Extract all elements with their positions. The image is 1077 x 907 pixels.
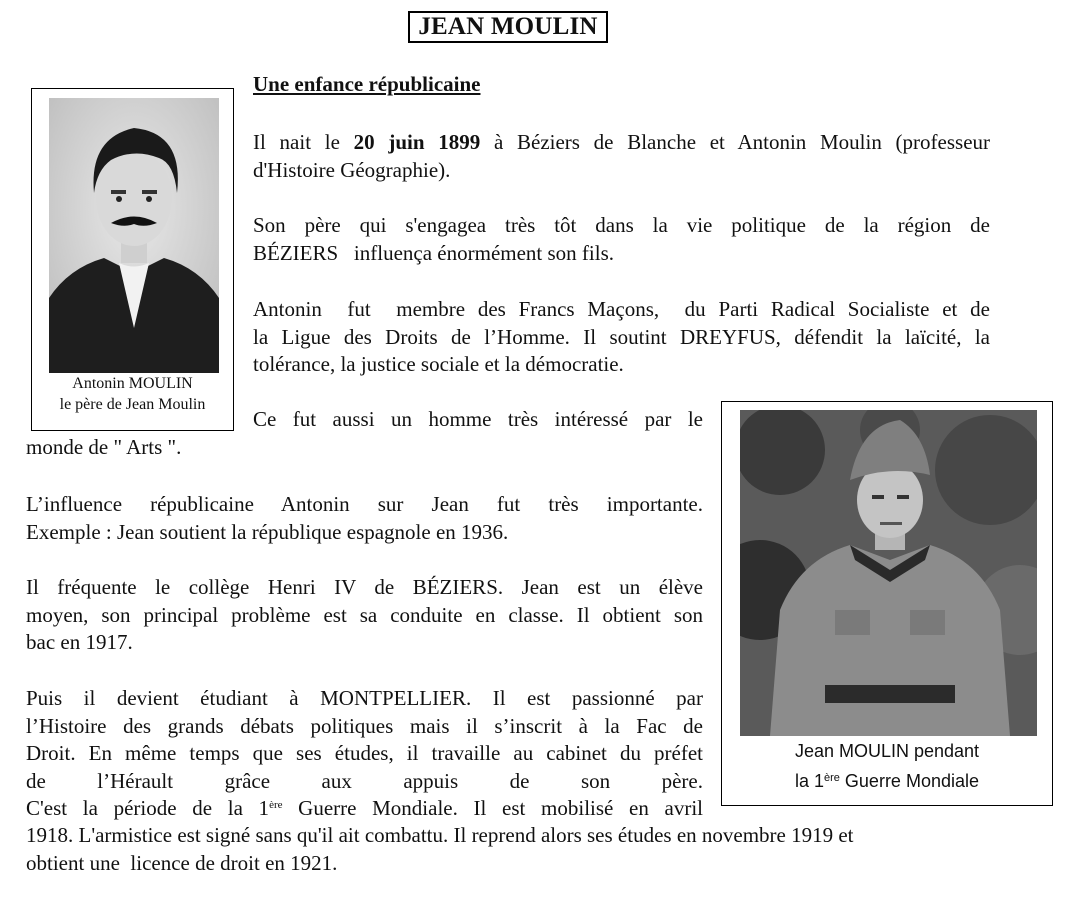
paragraph-birth: [253, 129, 990, 184]
jean-caption-line2: la 1ère Guerre Mondiale: [794, 771, 979, 791]
paragraph-line: bac en 1917.: [26, 630, 133, 654]
section-heading: Une enfance républicaine: [253, 72, 481, 96]
paragraph-line: Il nait le 20 juin 1899 à Béziers de Blanche et Antonin Moulin (professeur: [253, 130, 991, 154]
paragraph-arts-a: [253, 406, 703, 434]
paragraph-line: moyen, son principal problème est sa conduite en classe. Il obtient son: [26, 602, 703, 627]
paragraph-studies: [26, 685, 703, 823]
paragraph-arts-b: [26, 434, 703, 462]
paragraph-line: l’Histoire des grands débats politiques mais il s’inscrit à la Fac de: [26, 713, 703, 738]
paragraph-college: [26, 574, 703, 657]
paragraph-line: la Ligue des Droits de l’Homme. Il soutint DREYFUS, défendit la laïcité, la: [253, 324, 990, 349]
paragraph-father-politics: [253, 212, 990, 267]
jean-soldier-image: [740, 410, 1037, 736]
paragraph-line: de l’Hérault grâce aux appuis de son père.: [26, 768, 703, 793]
jean-photo-frame: [721, 401, 1053, 806]
paragraph-line: Exemple : Jean soutient la république espagnole en 1936.: [26, 519, 509, 544]
paragraph-line: Il fréquente le collège Henri IV de BÉZIERS. Jean est un élève: [26, 575, 703, 599]
father-photo-frame: [31, 88, 234, 431]
paragraph-line: C'est la période de la 1ère Guerre Mondiale. Il est mobilisé en avril: [26, 796, 703, 820]
paragraph-father-values: [253, 296, 990, 379]
paragraph-line: monde de " Arts ".: [26, 435, 182, 459]
paragraph-line: Droit. En même temps que ses études, il travaille au cabinet du préfet: [26, 741, 703, 765]
jean-caption-line1: Jean MOULIN pendant: [794, 741, 980, 761]
paragraph-line: BÉZIERS influença énormément son fils.: [253, 240, 615, 265]
paragraph-line: L’influence républicaine Antonin sur Jean fut très importante.: [26, 492, 703, 516]
paragraph-line: Puis il devient étudiant à MONTPELLIER. Il est passionné par: [26, 686, 703, 710]
paragraph-line: 1918. L'armistice est signé sans qu'il ait combattu. Il reprend alors ses études en novembre 1919 et: [26, 823, 854, 847]
paragraph-line: Son père qui s'engagea très tôt dans la vie politique de la région de: [253, 213, 990, 237]
paragraph-line: tolérance, la justice sociale et la démocratie.: [253, 352, 624, 376]
paragraph-line: Ce fut aussi un homme très intéressé par le: [253, 407, 703, 431]
paragraph-line: Antonin fut membre des Francs Maçons, du Parti Radical Socialiste et de: [253, 297, 990, 321]
father-portrait-image: [49, 98, 219, 373]
page-title: JEAN MOULIN: [408, 11, 608, 43]
paragraph-influence: [26, 491, 703, 546]
paragraph-line: d'Histoire Géographie).: [253, 157, 451, 182]
father-caption-line2: le père de Jean Moulin: [59, 396, 206, 413]
father-caption-line1: Antonin MOULIN: [72, 375, 193, 392]
paragraph-studies-end: [26, 822, 996, 877]
paragraph-line: obtient une licence de droit en 1921.: [26, 850, 338, 875]
